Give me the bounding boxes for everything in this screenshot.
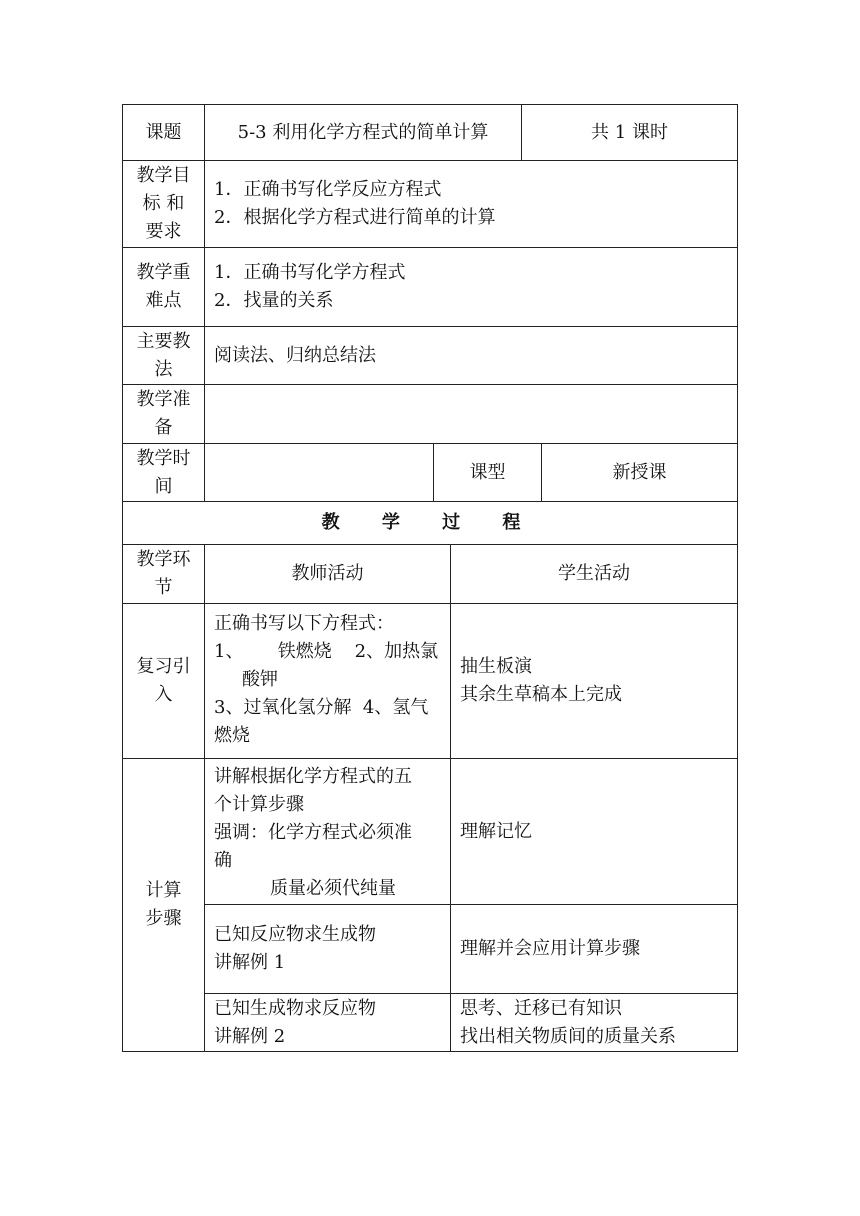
review-stage-line: 复习引: [136, 656, 191, 677]
lesson-type-value-text: 新授课: [612, 461, 667, 483]
calc-student-activity-2: [450, 904, 738, 994]
key-points-content: [204, 247, 738, 327]
periods-text: 共 1 课时: [591, 121, 668, 143]
calc-teacher-activity-1: [204, 758, 451, 905]
key-points-label-line: 难点: [145, 290, 182, 311]
topic-label-text: 课题: [145, 121, 182, 143]
calc-student-line: 思考、迁移已有知识: [460, 997, 622, 1019]
calc-student-line: 理解记忆: [460, 820, 532, 842]
key-points-label-line: 教学重: [136, 262, 191, 283]
time-label-line: 间: [154, 475, 173, 497]
calc-stage: [122, 758, 205, 1052]
calc-teacher-line: 讲解例 2: [214, 1025, 286, 1047]
methods-content: [204, 326, 738, 385]
calc-teacher-line: 强调：化学方程式必须准: [214, 822, 412, 843]
methods-label-line: 主要教: [136, 330, 191, 352]
methods-label-line: 法: [154, 358, 173, 380]
goals-label: [122, 160, 205, 248]
stage-header-line: 教学环: [136, 549, 191, 570]
review-teacher-activity: [204, 603, 451, 759]
review-teacher-line: 1、 铁燃烧 2、加热氯: [214, 641, 439, 662]
calc-teacher-line: 已知生成物求反应物: [214, 997, 376, 1019]
stage-header-line: 节: [154, 577, 173, 598]
time-label-line: 教学时: [136, 447, 191, 469]
stage-header: [122, 544, 205, 604]
review-teacher-line: 燃烧: [214, 725, 250, 746]
process-title-text: 教 学 过 程: [321, 512, 539, 533]
goals-label-line: 标 和: [142, 193, 185, 214]
calc-student-line: 理解并会应用计算步骤: [460, 938, 640, 959]
topic-text: 5-3 利用化学方程式的简单计算: [237, 121, 489, 143]
review-student-line: 抽生板演: [460, 656, 532, 677]
lesson-type-label: [433, 443, 542, 502]
calc-student-activity-3: [450, 993, 738, 1052]
calc-student-activity-1: [450, 758, 738, 905]
methods-value: 阅读法、归纳总结法: [214, 344, 376, 366]
goal-item: 2．根据化学方程式进行简单的计算: [214, 207, 496, 228]
time-label: [122, 443, 205, 502]
calc-stage-line: 计算: [145, 880, 182, 901]
key-point-item: 1．正确书写化学方程式: [214, 262, 406, 283]
review-teacher-line: 正确书写以下方程式：: [214, 613, 394, 634]
preparation-label: [122, 384, 205, 444]
time-value: [204, 443, 434, 502]
topic-label: [122, 104, 205, 161]
lesson-type-label-text: 课型: [469, 461, 506, 483]
key-point-item: 2．找量的关系: [214, 290, 334, 311]
preparation-label-line: 备: [154, 417, 173, 438]
goals-label-line: 要求: [145, 221, 182, 242]
teacher-header-text: 教师活动: [291, 563, 364, 584]
calc-teacher-activity-2: [204, 904, 451, 994]
calc-teacher-line: 个计算步骤: [214, 794, 304, 815]
calc-teacher-line: 确: [214, 850, 232, 871]
topic-value: [204, 104, 522, 161]
preparation-content: [204, 384, 738, 444]
goal-item: 1．正确书写化学反应方程式: [214, 179, 442, 200]
review-teacher-line: 酸钾: [242, 669, 278, 690]
student-header-text: 学生活动: [558, 563, 630, 584]
calc-teacher-line: 讲解根据化学方程式的五: [214, 766, 412, 787]
review-teacher-line: 3、过氧化氢分解 4、氢气: [214, 697, 429, 718]
teacher-activity-header: [204, 544, 451, 604]
calc-teacher-line: 讲解例 1: [214, 952, 286, 973]
review-stage: [122, 603, 205, 759]
preparation-label-line: 教学准: [136, 389, 191, 410]
review-student-line: 其余生草稿本上完成: [460, 684, 622, 705]
lesson-type-value: [541, 443, 738, 502]
calc-teacher-line: 质量必须代纯量: [270, 878, 396, 899]
periods-value: [521, 104, 738, 161]
goals-content: [204, 160, 738, 248]
calc-stage-line: 步骤: [145, 908, 182, 929]
student-activity-header: [450, 544, 738, 604]
review-student-activity: [450, 603, 738, 759]
calc-teacher-activity-3: [204, 993, 451, 1052]
calc-teacher-line: 已知反应物求生成物: [214, 924, 376, 945]
calc-student-line: 找出相关物质间的质量关系: [460, 1025, 676, 1047]
process-title: [122, 501, 738, 545]
key-points-label: [122, 247, 205, 327]
review-stage-line: 入: [154, 684, 173, 705]
goals-label-line: 教学目: [136, 165, 191, 186]
methods-label: [122, 326, 205, 385]
